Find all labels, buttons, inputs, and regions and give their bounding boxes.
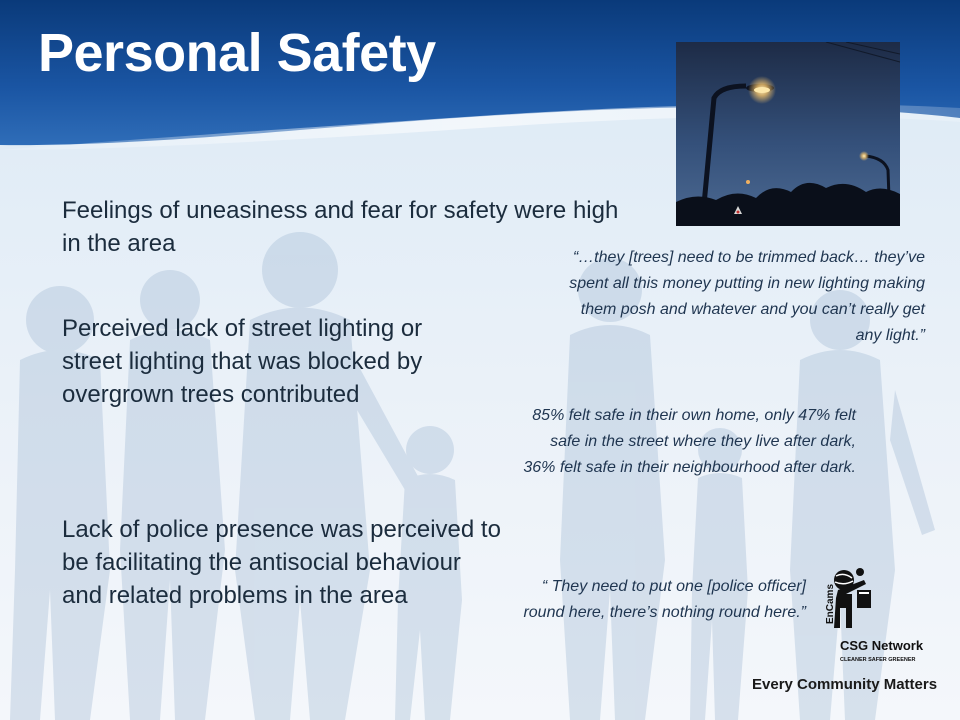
- street-lamp-photo: [676, 42, 900, 226]
- safety-statistics: 85% felt safe in their own home, only 47% felt safe in the street where they live after dark, 36% felt safe in their neighbourhood after dark.: [523, 407, 856, 476]
- logo-subtitle: CLEANER SAFER GREENER: [840, 657, 916, 663]
- point-police-presence: Lack of police presence was perceived to be facilitating the antisocial behaviour and related problems in the area: [62, 516, 501, 609]
- point-uneasiness: Feelings of uneasiness and fear for safety were high in the area: [62, 197, 619, 257]
- page-title: Personal Safety: [38, 23, 436, 83]
- csg-network-logo: [824, 568, 934, 680]
- logo-vertical-text: EnCams: [825, 583, 836, 624]
- globe-figure-icon: [834, 568, 871, 628]
- point-street-lighting: Perceived lack of street lighting or street lighting that was blocked by overgrown trees contributed: [62, 315, 423, 408]
- footer-tagline: Every Community Matters: [752, 676, 938, 693]
- quote-police: “ They need to put one [police officer] round here, there’s nothing round here.”: [523, 578, 806, 621]
- logo-name: CSG Network: [840, 638, 924, 653]
- quote-trees: “…they [trees] need to be trimmed back… they’ve spent all this money putting in new lighting making them posh and whatever and you can’t really get any light.”: [569, 249, 925, 344]
